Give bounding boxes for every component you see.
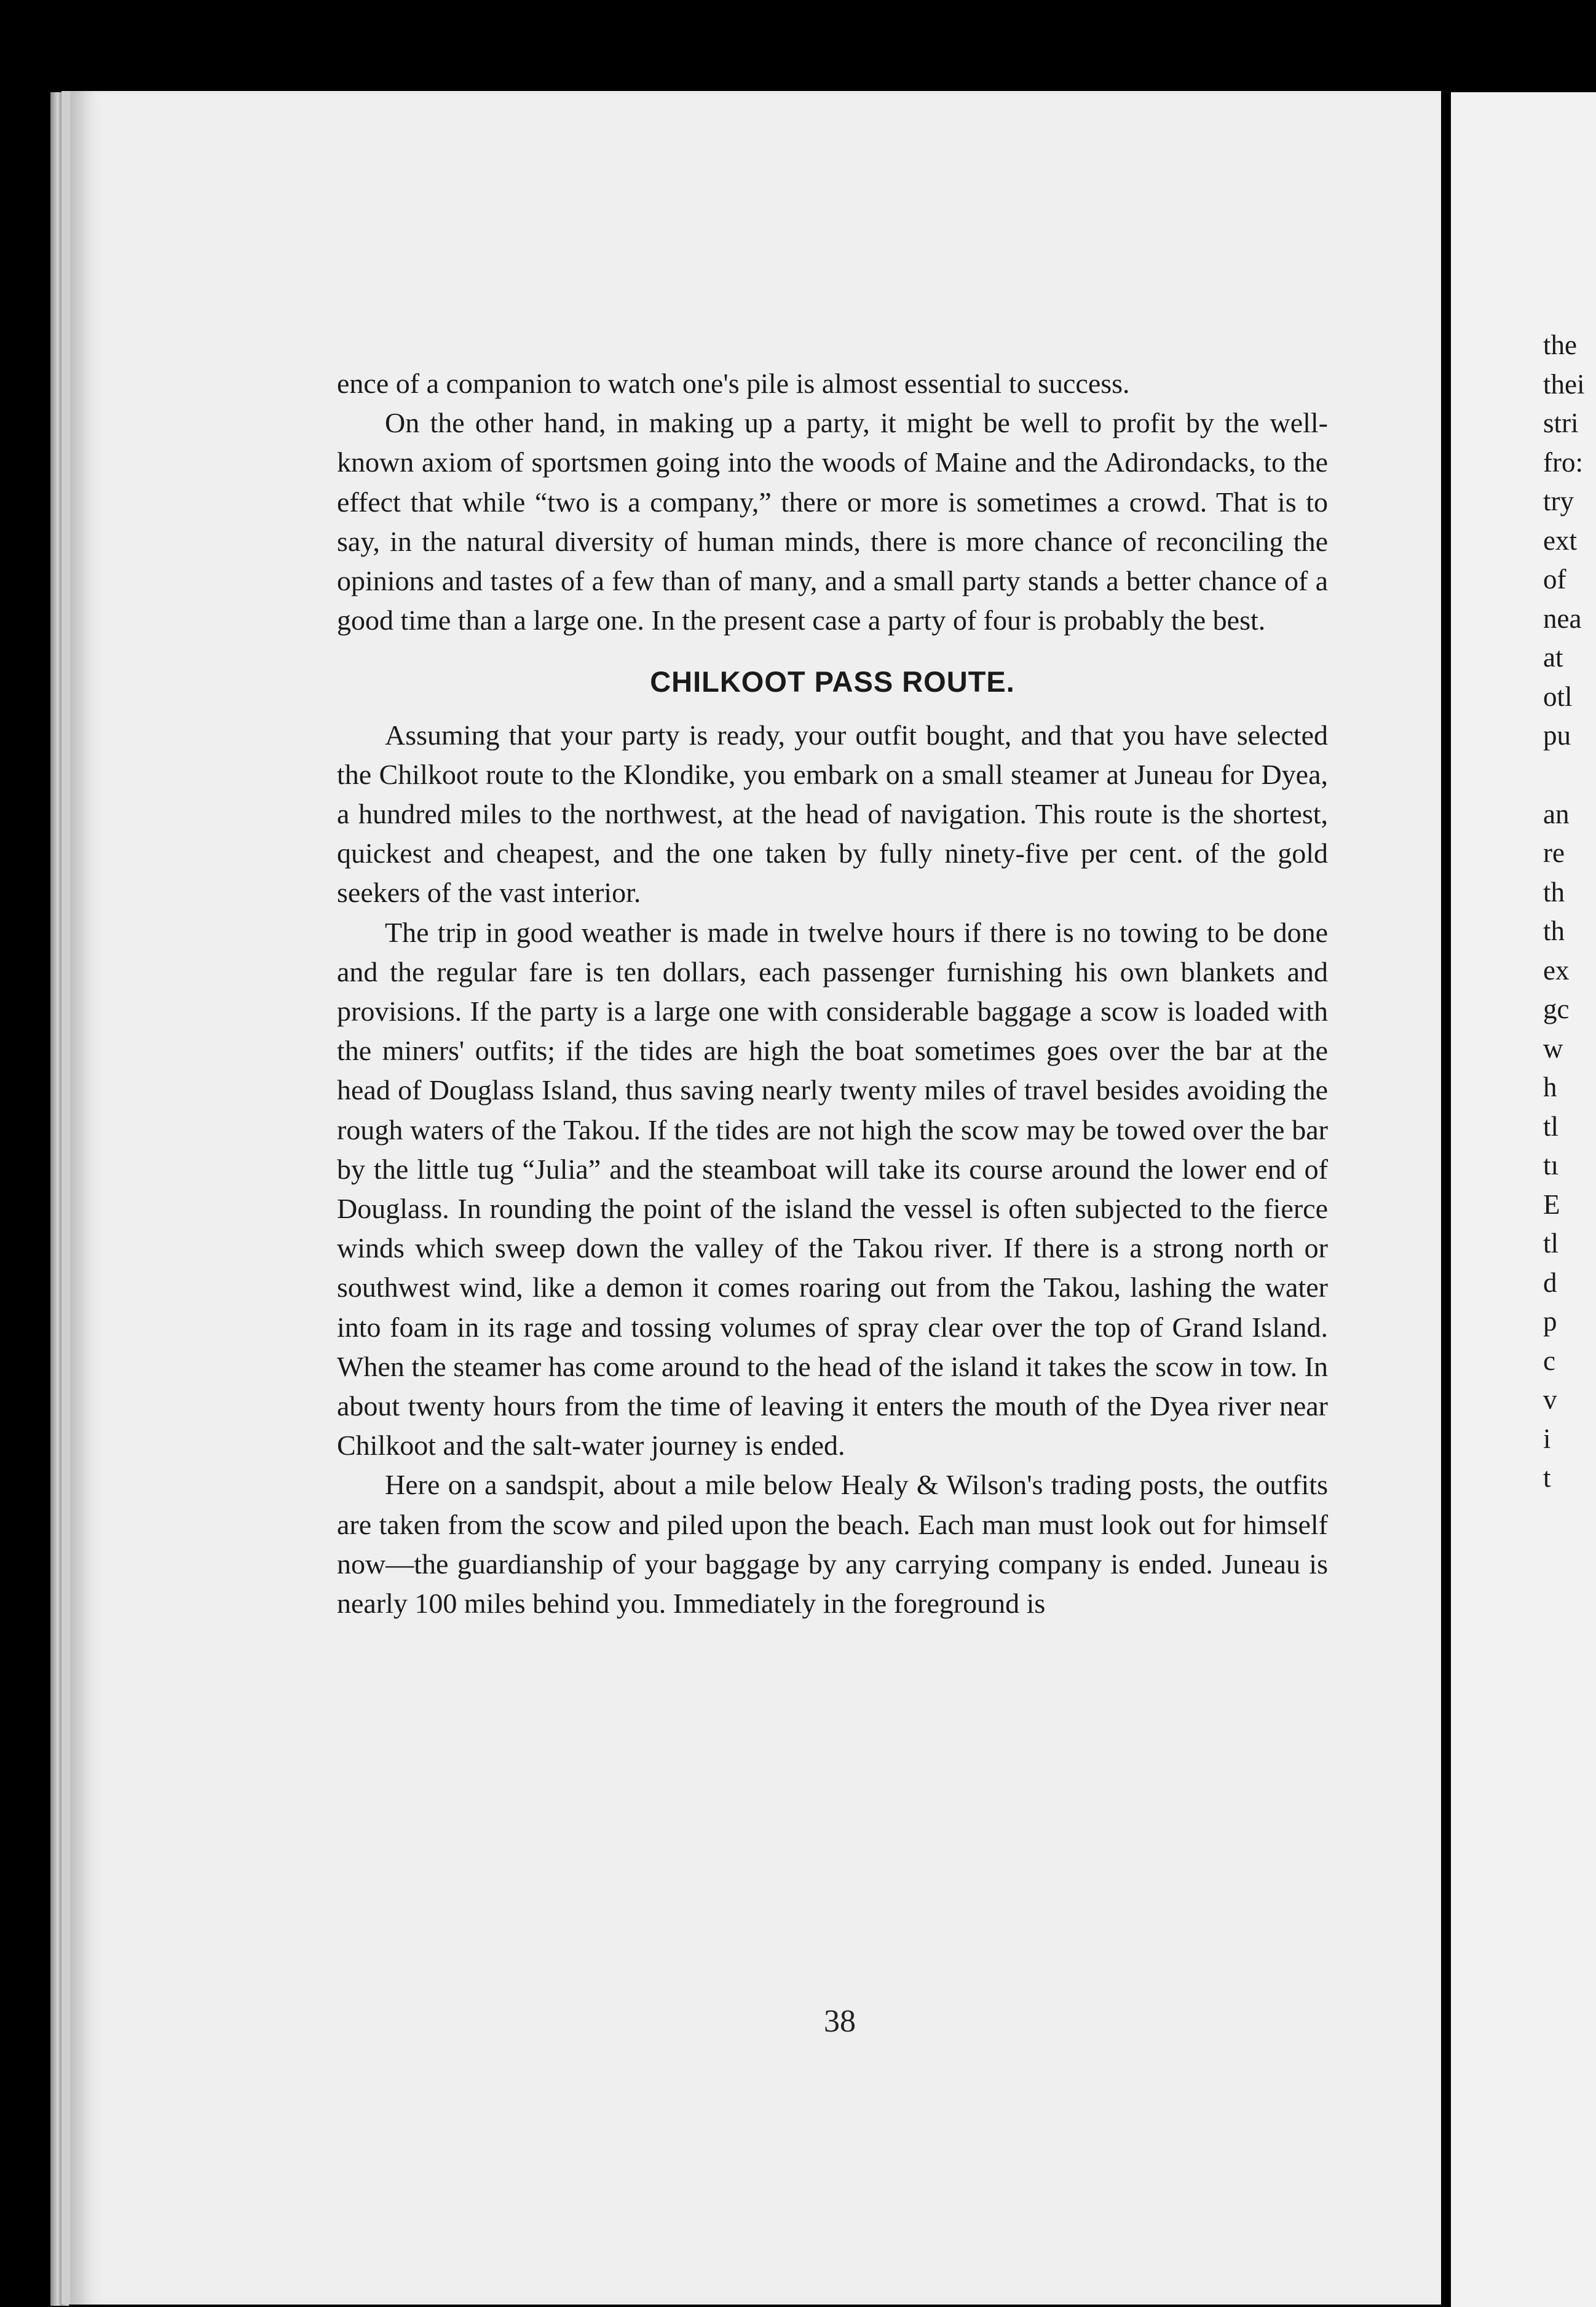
- right-fragment-bottom: an: [1543, 798, 1570, 829]
- right-fragment-bottom: re: [1543, 837, 1565, 868]
- right-fragment-top: of: [1543, 564, 1566, 595]
- paragraph-1: ence of a companion to watch one's pile is almost essential to success.: [337, 368, 1130, 399]
- right-fragment-bottom: tl: [1543, 1110, 1559, 1142]
- right-fragment-top: otl: [1543, 681, 1573, 712]
- page-number: 38: [824, 2004, 856, 2039]
- right-fragment-top: at: [1543, 642, 1563, 673]
- right-fragment-bottom: tl: [1543, 1228, 1559, 1259]
- right-fragment-top: ext: [1543, 524, 1577, 556]
- fragment-gap: [1543, 756, 1584, 795]
- right-fragment-bottom: t: [1543, 1462, 1551, 1493]
- right-fragment-bottom: th: [1543, 876, 1565, 908]
- right-fragment-bottom: w: [1543, 1032, 1563, 1064]
- paragraph-2: On the other hand, in making up a party, it might be well to profit by the well-known axiom of sportsmen going into the woods of Maine and the Adirondacks, to the effect that while “two is a company,” there or more is sometimes a crowd. That is to say, in the natural diversity of human minds, there is more chance of reconciling the opinions and tastes of a few than of many, and a small party stands a better chance of a good time than a large one. In the present case a party of four is probably the best.: [337, 407, 1328, 636]
- paragraph-3: Assuming that your party is ready, your outfit bought, and that you have selected the Chilkoot route to the Klondike, you embark on a small steamer at Juneau for Dyea, a hundred miles to the northwest, at the head of navigation. This route is the shortest, quickest and cheapest, and the one taken by fully ninety-five per cent. of the gold seekers of the vast interior.: [337, 719, 1328, 909]
- right-fragment-top: thei: [1543, 368, 1585, 400]
- right-fragment-bottom: v: [1543, 1384, 1557, 1415]
- right-fragment-bottom: tı: [1543, 1150, 1559, 1181]
- right-fragment-bottom: gc: [1543, 994, 1570, 1024]
- left-page-text: [337, 364, 1328, 1623]
- right-fragment-top: stri: [1543, 408, 1579, 438]
- right-fragment-top: nea: [1543, 603, 1582, 634]
- right-fragment-bottom: i: [1543, 1423, 1551, 1454]
- right-fragment-bottom: E: [1543, 1189, 1560, 1220]
- right-fragment-bottom: c: [1543, 1345, 1555, 1376]
- paragraph-5: Here on a sandspit, about a mile below Healy & Wilson's trading posts, the outfits are taken from the scow and piled upon the beach. Each man must look out for himself now—the guardianship of your baggage by any carrying company is ended. Juneau is nearly 100 miles behind you. Immediately in the foreground is: [337, 1469, 1328, 1620]
- right-fragment-top: fro:: [1543, 446, 1583, 478]
- right-fragment-top: try: [1543, 486, 1574, 516]
- paragraph-4: The trip in good weather is made in twelve hours if there is no towing to be done and the regular fare is ten dollars, each passenger furnishing his own blankets and provisions. If the party is a large one with considerable baggage a scow is loaded with the miners' outfits; if the tides are high the boat sometimes goes over the bar at the head of Douglass Island, thus saving nearly twenty miles of travel besides avoiding the rough waters of the Takou. If the tides are not high the scow may be towed over the bar by the little tug “Julia” and the steamboat will take its course around the lower end of Douglass. In rounding the point of the island the vessel is often subjected to the fierce winds which sweep down the valley of the Takou river. If there is a strong north or southwest wind, like a demon it comes roaring out from the Takou, lashing the water into foam in its rage and tossing volumes of spray clear over the top of Grand Island. When the steamer has come around to the head of the island it takes the scow in tow. In about twenty hours from the time of leaving it enters the mouth of the Dyea river near Chilkoot and the salt-water journey is ended.: [337, 916, 1328, 1462]
- right-fragment-bottom: ex: [1543, 954, 1570, 986]
- right-fragment-bottom: p: [1543, 1306, 1557, 1337]
- right-fragment-bottom: d: [1543, 1267, 1557, 1298]
- right-fragment-bottom: h: [1543, 1072, 1557, 1102]
- right-fragment-bottom: th: [1543, 916, 1565, 946]
- right-fragment-top: pu: [1543, 720, 1571, 751]
- right-fragment-top: the: [1543, 330, 1577, 360]
- section-heading: CHILKOOT PASS ROUTE.: [650, 665, 1015, 698]
- right-page-fragments: [1543, 326, 1584, 1498]
